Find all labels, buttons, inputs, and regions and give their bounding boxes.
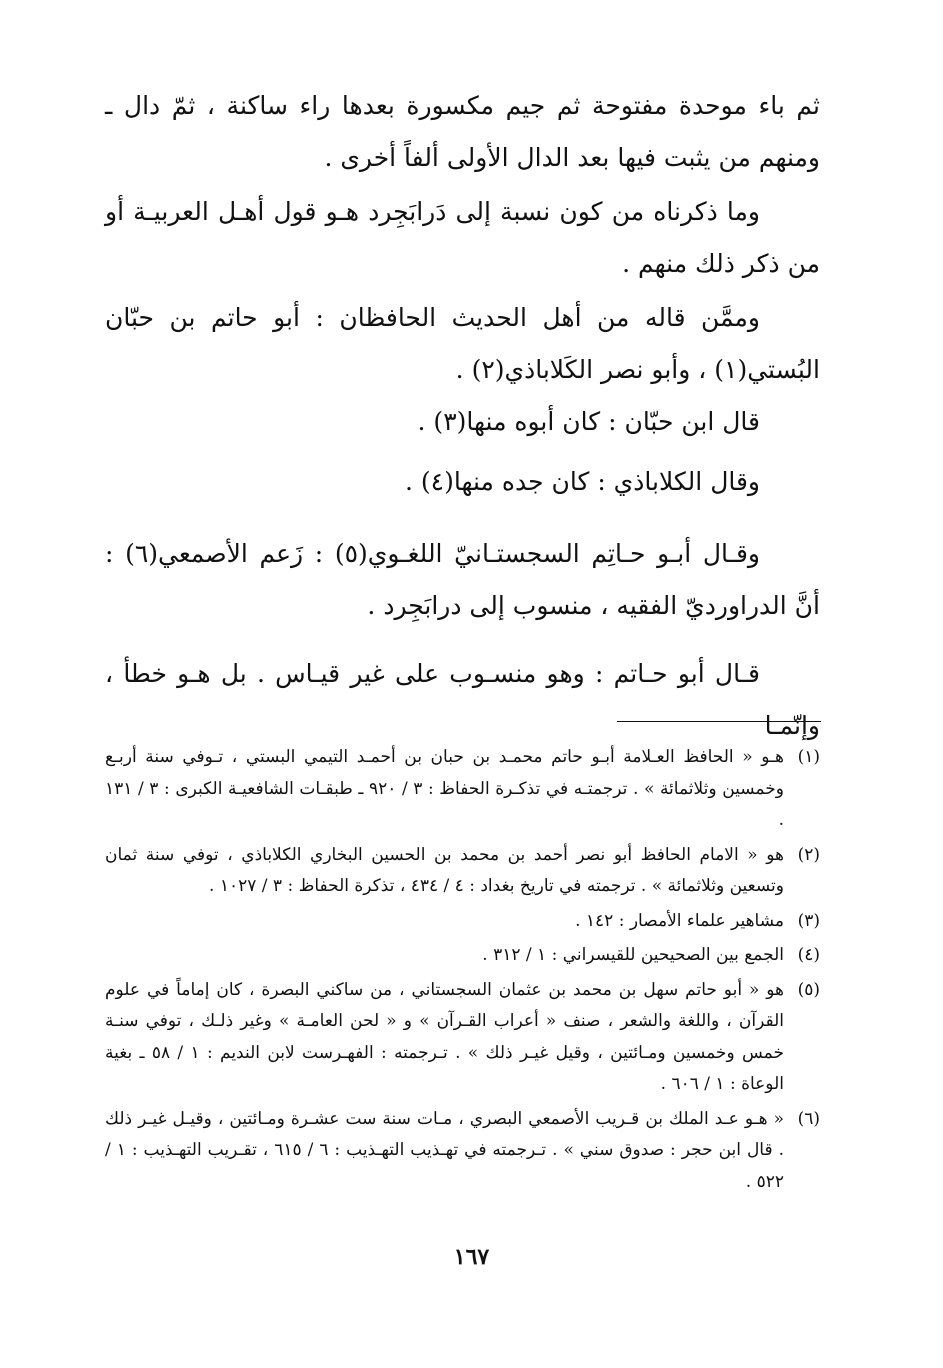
footnote-text: هـو « الحافظ العـلامة أبـو حاتم محمـد بن حبان بن أحمـد التيمي البستي ، تـوفي سنة أربـع وخمسين وثلاثمائة » . ترجمتـه في تذكـرة الحفاظ : ٣ / ٩٢٠ ـ طبقـات الشافعيـة الكبرى : ٣ / ١٣١ . [105, 747, 784, 830]
footnote-6 [105, 1104, 820, 1199]
footnote-text: الجمع بين الصحيحين للقيسراني : ١ / ٣١٢ . [482, 945, 784, 965]
paragraph-4: قال ابن حبّان : كان أبوه منها(٣) . [417, 407, 760, 436]
paragraph-1: ثم باء موحدة مفتوحة ثم جيم مكسورة بعدها راء ساكنة ، ثمّ دال ـ ومنهم من يثبت فيها بعد الدال الأولى ألفاً أخرى . [105, 91, 820, 172]
page-number: ١٦٧ [453, 1244, 490, 1270]
footnote-number: (٦) [797, 1108, 820, 1129]
footnote-number: (٤) [797, 945, 820, 965]
footnote-number: (٢) [797, 844, 820, 865]
footnote-text: مشاهير علماء الأمصار : ١٤٢ . [575, 910, 784, 931]
footnote-text: هو « الامام الحافظ أبو نصر أحمد بن محمد بن الحسين البخاري الكلاباذي ، توفي سنة ثمان وتسعين وثلاثمائة » . ترجمته في تاريخ بغداد : ٤ / ٤٣٤ ، تذكرة الحفاظ : ٣ / ١٠٢٧ . [105, 844, 784, 896]
footnote-text: هو « أبو حاتم سهل بن محمد بن عثمان السجستاني ، من ساكني البصرة ، كان إماماً في علوم القرآن ، واللغة والشعر ، صنف « أعراب القـرآن » و « لحن العامـة » وغير ذلـك ، توفي سنـة خمس وخمسين ومـائتين ، وقيل غيـر ذلك » . تـرجمته : الفهـرست لابن النديم : ١ / ٥٨ ـ بغية الوعاة : ١ / ٦٠٦ . [105, 979, 784, 1094]
footnote-5 [105, 975, 820, 1101]
footnote-2 [105, 840, 820, 903]
main-text [105, 70, 820, 740]
footnote-3 [105, 906, 820, 938]
footnote-number: (١) [797, 747, 820, 767]
paragraph-7: قـال أبو حـاتم : وهو منسـوب على غير قيـاس . بل هـو خطأ ، وإنّمـا [105, 659, 820, 740]
footnote-4 [105, 940, 820, 972]
paragraph-6: وقـال أبـو حـاتِم السجستـانيّ اللغـوي(٥) : زَعم الأصمعي(٦) : أنَّ الدراورديّ الفقيه ، منسوب إلى درابَجِرد . [105, 539, 820, 620]
paragraph-5: وقال الكلاباذي : كان جده منها(٤) . [405, 467, 760, 496]
paragraph-2: وما ذكرناه من كون نسبة إلى دَرابَجِرد هـو قول أهـل العربيـة أو من ذكر ذلك منهم . [105, 197, 820, 278]
footnote-text: « هـو عـد الملك بن قـريب الأصمعي البصري ، مـات سنة ست عشـرة ومـائتين ، وقيـل غيـر ذلك . قال ابن حجر : صدوق سني » . تـرجمته في تهـذيب التهـذيب : ٦ / ٦١٥ ، تقـريب التهـذيب : ١ / ٥٢٢ . [105, 1108, 784, 1192]
paragraph-3: وممَّن قاله من أهل الحديث الحافظان : أبو حاتم بن حبّان البُستي(١) ، وأبو نصر الكَلاباذي(٢) . [105, 303, 820, 384]
footnote-number: (٣) [797, 910, 820, 931]
footnote-1 [105, 742, 820, 837]
footnote-separator [617, 721, 821, 722]
footnote-number: (٥) [797, 979, 820, 1000]
footnotes [105, 742, 820, 1201]
